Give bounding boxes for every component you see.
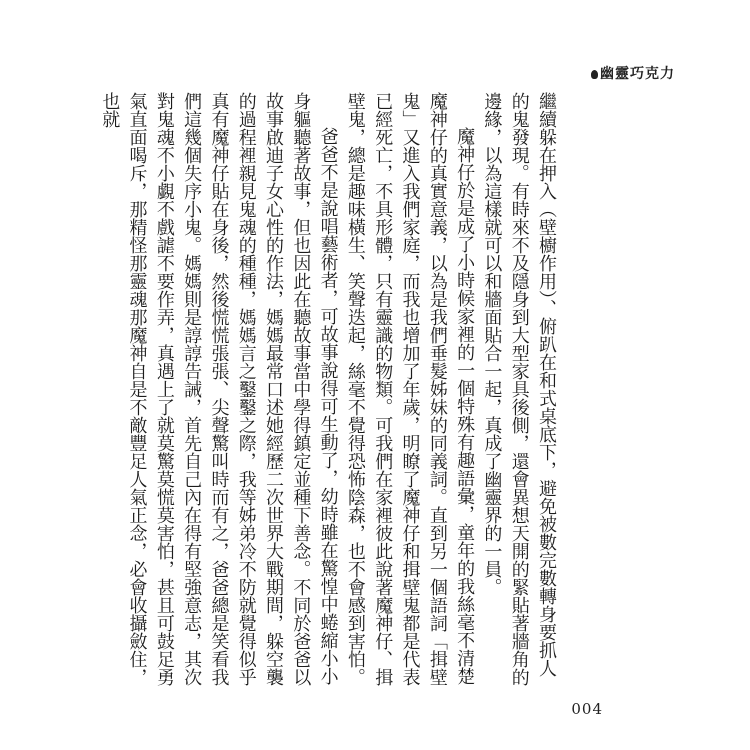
paragraph: 繼續躲在押入（壁櫥作用）、俯趴在和式桌底下，避免被數完數轉身要抓人的鬼發現。有時來不及隱身到大型家具後側，還會異想天開的緊貼著牆角的邊緣，以為這樣就可以和牆面貼合一起，真成了幽靈界的一員。	[481, 92, 557, 686]
running-header	[591, 63, 675, 83]
paragraph: 爸爸不是說唱藝術者，可故事說得可生動了，幼時雖在驚惶中蜷縮小小身軀聽著故事，但也因此在聽故事當中學得鎮定並種下善念。不同於爸爸以故事啟迪子女心性的作法，媽媽最常口述她經歷二次世界大戰期間，躲空襲的過程裡親見鬼魂的種種，媽媽言之鑿鑿之際，我等姊弟冷不防就覺得似乎真有魔神仔貼在身後，然後慌慌張張、尖聲驚叫時而有之，爸爸總是笑看我們這幾個失序小鬼。媽媽則是諄諄告誡，首先自己內在得有堅強意志，其次對鬼魂不小覷不戲謔不要作弄，真遇上了就莫驚莫慌莫害怕，甚且可鼓足勇氣直面喝斥，那精怪那靈魂那魔神自是不敵豐足人氣正念，必會收攝斂住，也就	[99, 92, 339, 686]
ghost-ornament-icon	[591, 70, 598, 79]
book-title: 幽靈巧克力	[600, 66, 675, 82]
body-text	[96, 92, 560, 692]
paragraph: 魔神仔於是成了小時候家裡的一個特殊有趣語彙，童年的我絲毫不清楚魔神仔的真實意義，以為是我們垂髮姊妹的同義詞。直到另一個語詞「揖壁鬼」又進入我們家庭，而我也增加了年歲，明瞭了魔神仔和揖壁鬼都是代表已經死亡，不具形體，只有靈識的物類。可我們在家裡彼此說著魔神仔、揖壁鬼，總是趣味橫生、笑聲迭起，絲毫不覺得恐怖陰森，也不會感到害怕。	[344, 92, 476, 686]
page-number: 004	[571, 700, 603, 718]
